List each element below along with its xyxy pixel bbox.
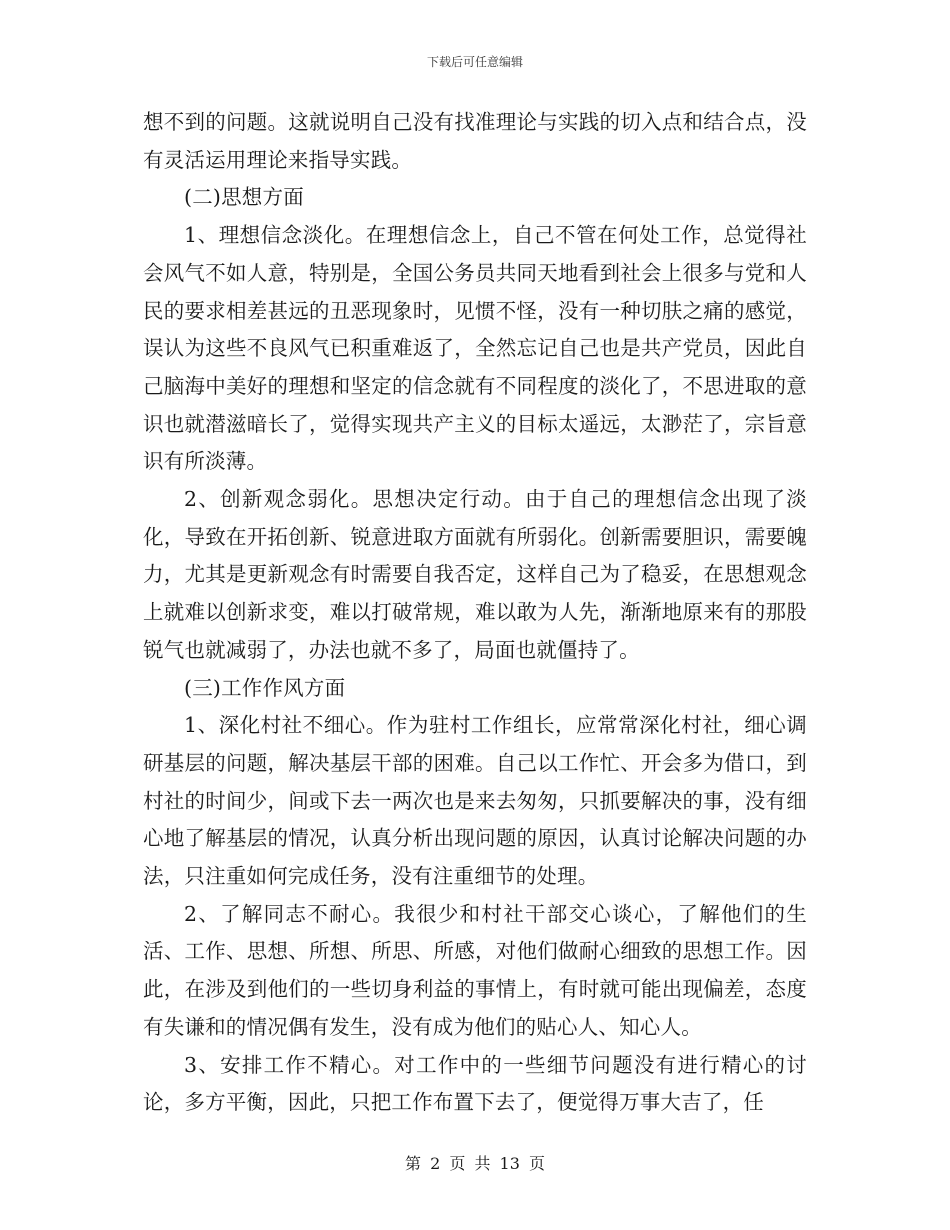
paragraph-1: 想不到的问题。这就说明自己没有找准理论与实践的切入点和结合点，没有灵活运用理论来指导实践。: [143, 110, 807, 172]
paragraph-comrades: 2、了解同志不耐心。我很少和村社干部交心谈心，了解他们的生活、工作、思想、所想、所思、所感，对他们做耐心细致的思想工作。因此，在涉及到他们的一些切身利益的事情上，有时就可能出现偏差，态度有失谦和的情况偶有发生，没有成为他们的贴心人、知心人。: [143, 901, 807, 1039]
paragraph-village: 1、深化村社不细心。作为驻村工作组长，应常常深化村社，细心调研基层的问题，解决基层干部的困难。自己以工作忙、开会多为借口，到村社的时间少，间或下去一两次也是来去匆匆，只抓要解决的事，没有细心地了解基层的情况，认真分析出现问题的原因，认真讨论解决问题的办法，只注重如何完成任务，没有注重细节的处理。: [143, 713, 807, 889]
paragraph-ideals: 1、理想信念淡化。在理想信念上，自己不管在何处工作，总觉得社会风气不如人意，特别是，全国公务员共同天地看到社会上很多与党和人民的要求相差甚远的丑恶现象时，见惯不怪，没有一种切肤之痛的感觉，误认为这些不良风气已积重难返了，全然忘记自己也是共产党员，因此自己脑海中美好的理想和坚定的信念就有不同程度的淡化了，不思进取的意识也就潜滋暗长了，觉得实现共产主义的目标太遥远，太渺茫了，宗旨意识有所淡薄。: [143, 223, 807, 474]
page-header-note: 下载后可任意编辑: [426, 55, 523, 69]
section-heading-thought: (二)思想方面: [184, 185, 304, 210]
page-number: 第 2 页 共 13 页: [405, 1154, 545, 1173]
paragraph-innovation: 2、创新观念弱化。思想决定行动。由于自己的理想信念出现了淡化，导致在开拓创新、锐意进取方面就有所弱化。创新需要胆识，需要魄力，尤其是更新观念有时需要自我否定，这样自己为了稳妥，在思想观念上就难以创新求变，难以打破常规，难以敢为人先，渐渐地原来有的那股锐气也就减弱了，办法也就不多了，局面也就僵持了。: [143, 487, 807, 662]
section-heading-work-style: (三)工作作风方面: [184, 675, 346, 700]
paragraph-arrangement: 3、安排工作不精心。对工作中的一些细节问题没有进行精心的讨论，多方平衡，因此，只把工作布置下去了，便觉得万事大吉了，任: [143, 1052, 807, 1115]
document-body: [143, 104, 807, 1122]
